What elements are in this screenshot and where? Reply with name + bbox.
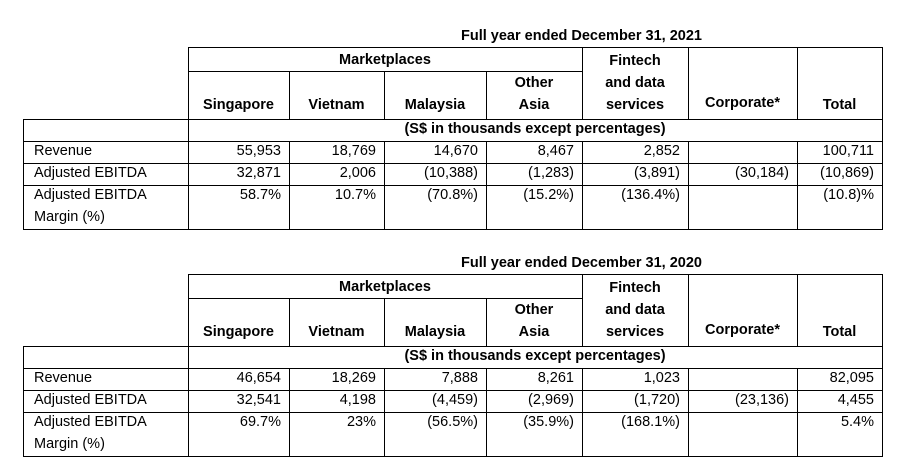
table-cell: 58.7% bbox=[239, 187, 281, 203]
table-cell: 82,095 bbox=[829, 370, 874, 386]
table-cell: (23,136) bbox=[734, 392, 789, 408]
column-header-other-asia: Other bbox=[514, 302, 554, 318]
column-header-fintech: Fintech bbox=[609, 53, 661, 69]
marketplaces-header: Marketplaces bbox=[339, 52, 431, 68]
table-cell: 7,888 bbox=[441, 370, 478, 386]
financial-table bbox=[0, 255, 906, 465]
column-header-other-asia: Other bbox=[514, 75, 554, 91]
col-rule bbox=[688, 368, 689, 457]
table-cell: (10,869) bbox=[819, 165, 874, 181]
row-label: Adjusted EBITDA bbox=[34, 165, 147, 181]
col-rule bbox=[882, 47, 883, 230]
table-cell: 1,023 bbox=[643, 370, 680, 386]
table-left-rule bbox=[23, 141, 24, 230]
row-label: Revenue bbox=[34, 143, 93, 159]
column-header-total: Total bbox=[822, 97, 857, 113]
table-cell: 32,871 bbox=[236, 165, 281, 181]
column-header: Vietnam bbox=[308, 324, 365, 340]
table-cell: 8,261 bbox=[537, 370, 574, 386]
table-cell: (10,388) bbox=[423, 165, 478, 181]
column-header-other-asia: Asia bbox=[518, 324, 550, 340]
header-top-rule bbox=[188, 274, 883, 275]
col-rule bbox=[882, 274, 883, 457]
table-cell: (3,891) bbox=[634, 165, 680, 181]
column-header-fintech: Fintech bbox=[609, 280, 661, 296]
table-left-rule bbox=[23, 119, 24, 142]
column-header: Malaysia bbox=[404, 324, 466, 340]
table-cell: 5.4% bbox=[840, 414, 874, 430]
table-cell: 14,670 bbox=[433, 143, 478, 159]
table-cell: 18,269 bbox=[331, 370, 376, 386]
table-cell: (2,969) bbox=[528, 392, 574, 408]
table-cell: (10.8)% bbox=[823, 187, 874, 203]
column-header: Vietnam bbox=[308, 97, 365, 113]
table-cell: (1,720) bbox=[634, 392, 680, 408]
table-cell: 2,006 bbox=[339, 165, 376, 181]
table-cell: 18,769 bbox=[331, 143, 376, 159]
table-cell: 4,455 bbox=[837, 392, 874, 408]
table-cell: 100,711 bbox=[822, 143, 874, 159]
table-cell: 10.7% bbox=[334, 187, 376, 203]
table-cell: 4,198 bbox=[339, 392, 376, 408]
table-cell: (35.9%) bbox=[523, 414, 574, 430]
units-note: (S$ in thousands except percentages) bbox=[404, 348, 666, 364]
table-cell: (15.2%) bbox=[523, 187, 574, 203]
column-header-fintech: and data bbox=[605, 75, 665, 91]
column-header-total: Total bbox=[822, 324, 857, 340]
table-bottom-rule bbox=[23, 456, 883, 457]
marketplaces-rule bbox=[188, 71, 583, 72]
table-cell: 2,852 bbox=[643, 143, 680, 159]
table-cell: (168.1%) bbox=[621, 414, 680, 430]
column-header-fintech: and data bbox=[605, 302, 665, 318]
marketplaces-header: Marketplaces bbox=[339, 279, 431, 295]
row-label: Margin (%) bbox=[34, 209, 105, 225]
table-cell: (1,283) bbox=[528, 165, 574, 181]
units-note: (S$ in thousands except percentages) bbox=[404, 121, 666, 137]
column-header-corporate: Corporate* bbox=[705, 322, 780, 338]
table-cell: 32,541 bbox=[236, 392, 281, 408]
table-cell: 23% bbox=[346, 414, 376, 430]
table-bottom-rule bbox=[23, 229, 883, 230]
period-title: Full year ended December 31, 2021 bbox=[461, 28, 702, 44]
column-header-corporate: Corporate* bbox=[705, 95, 780, 111]
table-left-rule bbox=[23, 368, 24, 457]
table-cell: (4,459) bbox=[432, 392, 478, 408]
column-header: Malaysia bbox=[404, 97, 466, 113]
row-label: Adjusted EBITDA bbox=[34, 414, 147, 430]
row-label: Adjusted EBITDA bbox=[34, 392, 147, 408]
marketplaces-rule bbox=[188, 298, 583, 299]
row-label: Adjusted EBITDA bbox=[34, 187, 147, 203]
col-rule bbox=[688, 141, 689, 230]
header-top-rule bbox=[188, 47, 883, 48]
table-cell: (56.5%) bbox=[427, 414, 478, 430]
column-header-fintech: services bbox=[605, 97, 665, 113]
row-label: Margin (%) bbox=[34, 436, 105, 452]
table-cell: (30,184) bbox=[734, 165, 789, 181]
period-title: Full year ended December 31, 2020 bbox=[461, 255, 702, 271]
financial-table bbox=[0, 28, 906, 238]
column-header-fintech: services bbox=[605, 324, 665, 340]
column-header: Singapore bbox=[203, 97, 274, 113]
table-left-rule bbox=[23, 346, 24, 369]
table-cell: 46,654 bbox=[236, 370, 281, 386]
table-cell: (70.8%) bbox=[427, 187, 478, 203]
column-header-other-asia: Asia bbox=[518, 97, 550, 113]
table-cell: 55,953 bbox=[236, 143, 281, 159]
row-label: Revenue bbox=[34, 370, 93, 386]
column-header: Singapore bbox=[203, 324, 274, 340]
table-cell: 8,467 bbox=[537, 143, 574, 159]
table-cell: (136.4%) bbox=[621, 187, 680, 203]
table-cell: 69.7% bbox=[239, 414, 281, 430]
